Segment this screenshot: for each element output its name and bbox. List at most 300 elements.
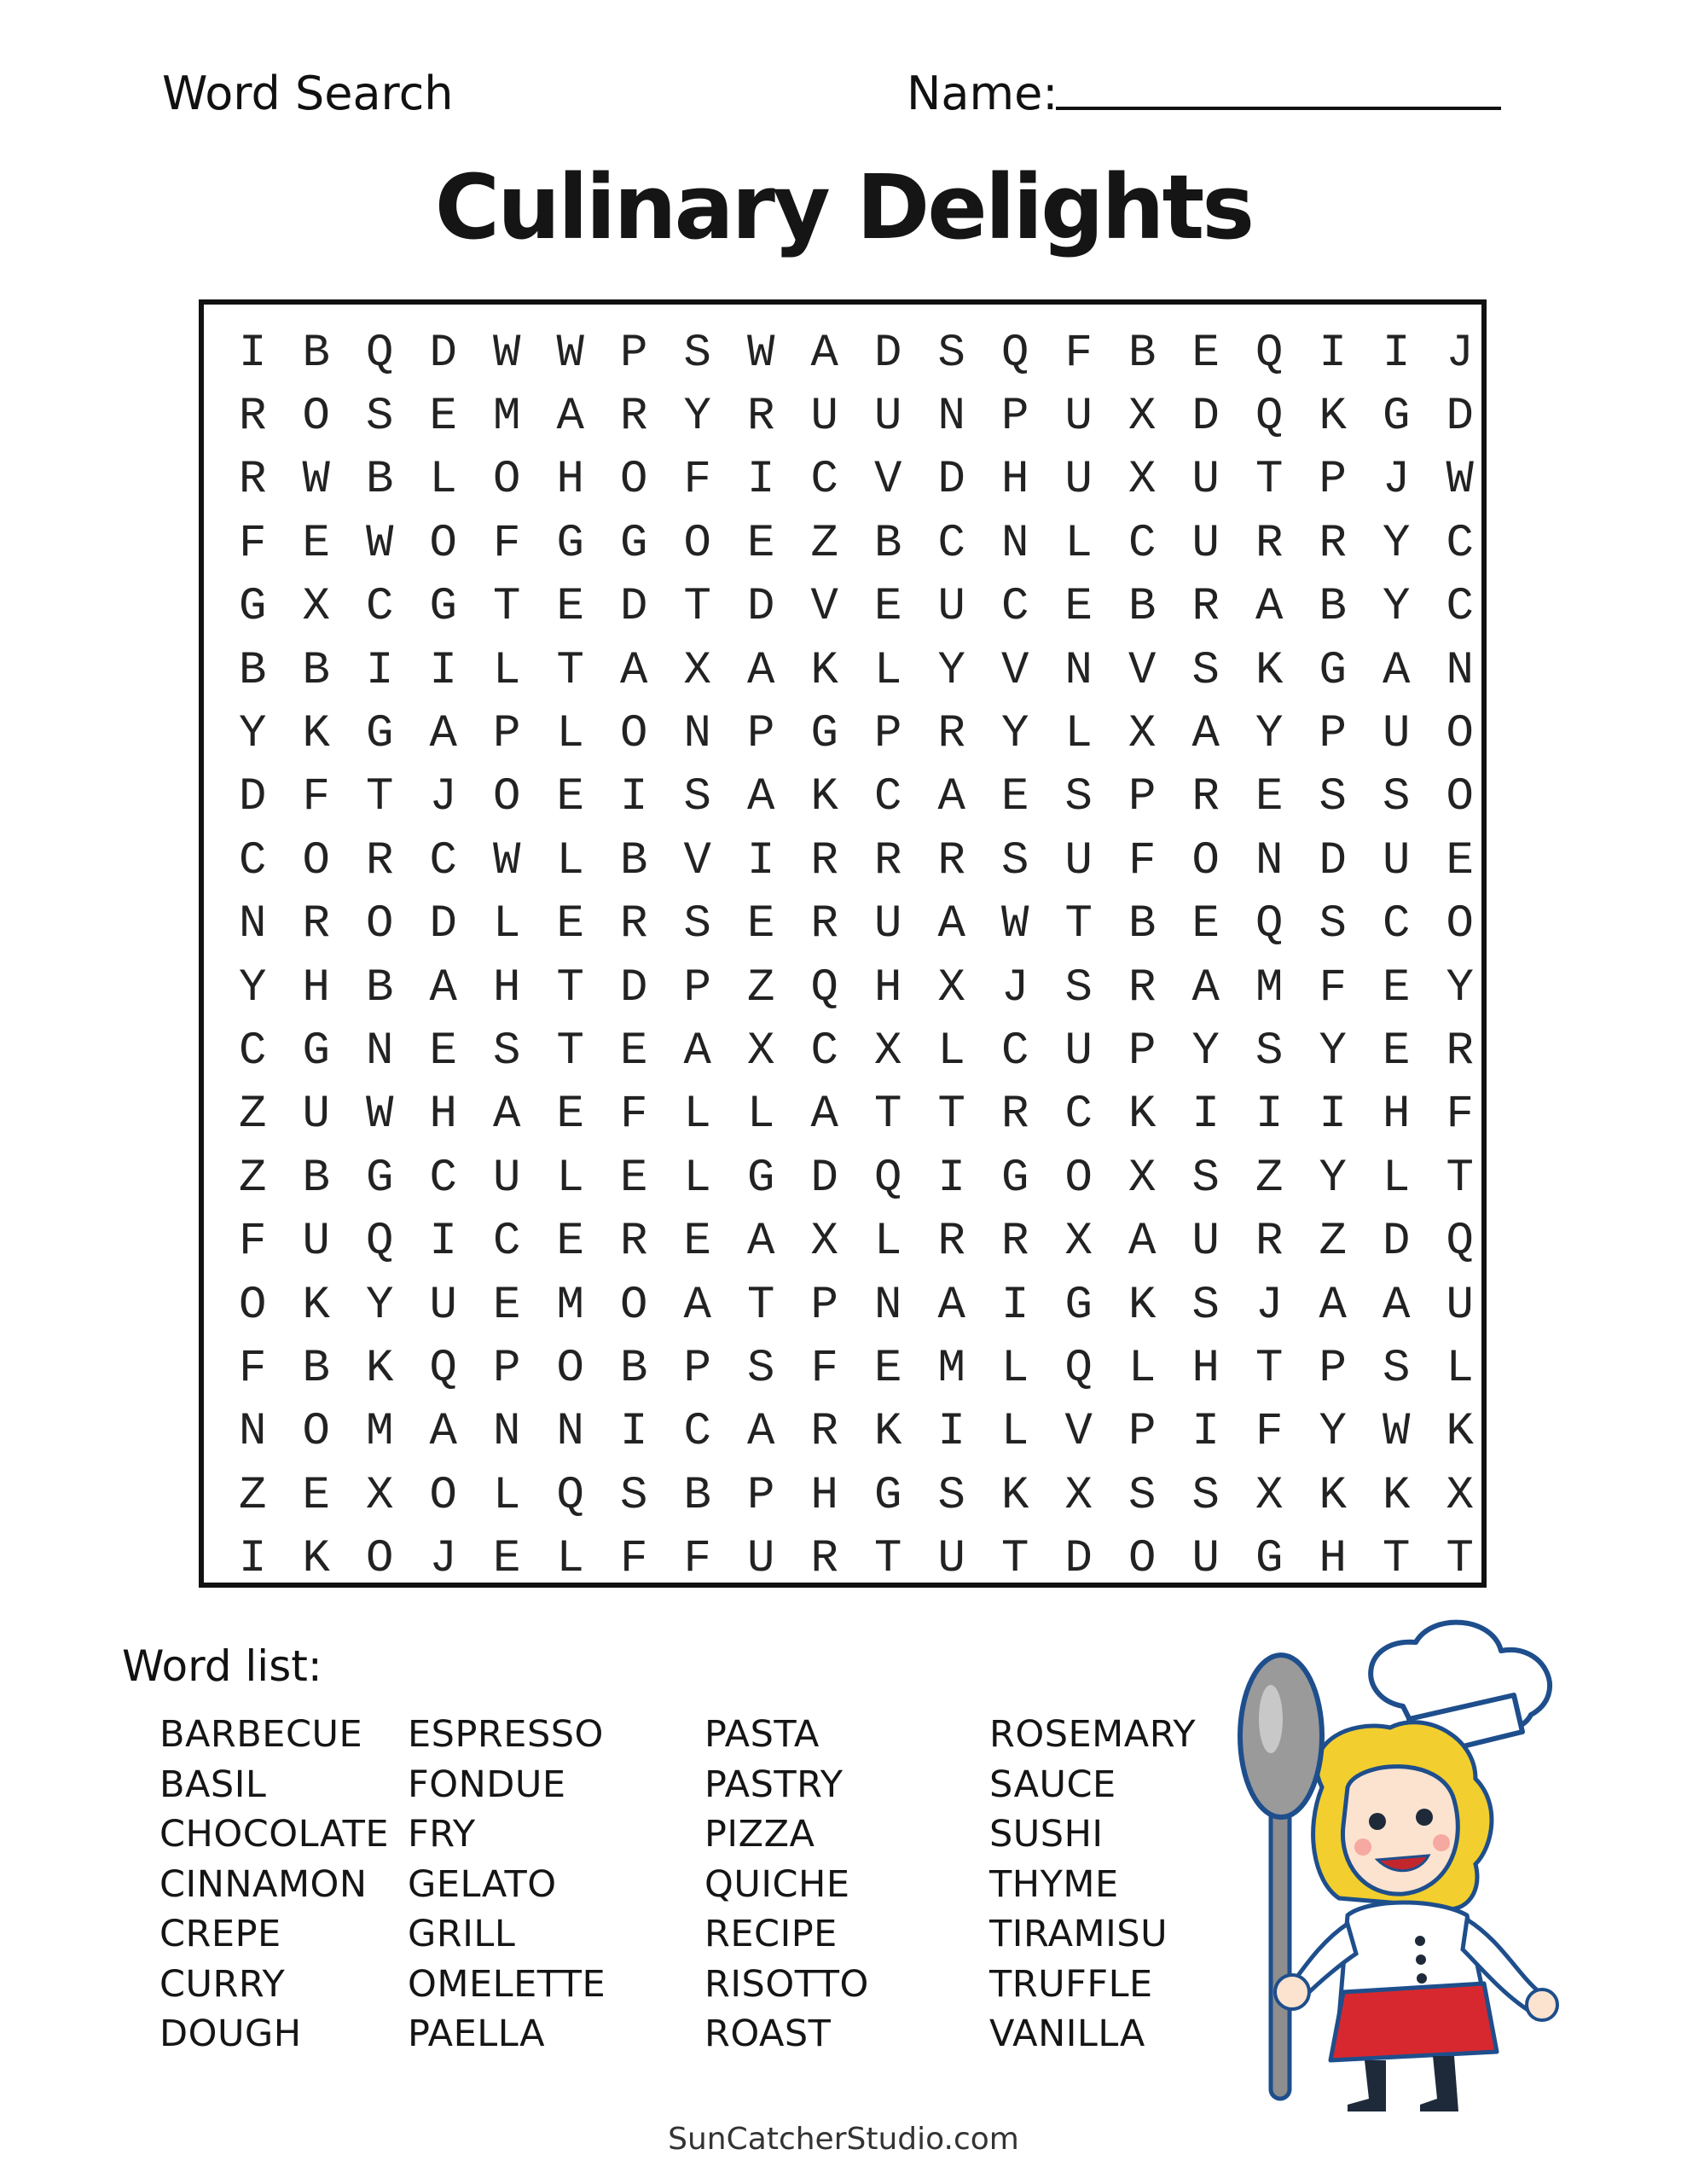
grid-letter: E: [1001, 771, 1029, 824]
grid-letter: U: [1191, 517, 1220, 570]
grid-letter: E: [1255, 771, 1284, 824]
grid-letter: P: [1319, 708, 1347, 761]
grid-letter: C: [810, 1025, 838, 1077]
grid-letter: G: [1383, 391, 1411, 444]
grid-letter: A: [429, 961, 457, 1014]
grid-letter: G: [556, 517, 584, 570]
grid-letter: P: [1128, 771, 1157, 824]
grid-letter: D: [1446, 391, 1474, 444]
grid-letter: O: [302, 391, 330, 444]
grid-letter: K: [302, 708, 330, 761]
grid-letter: A: [1319, 1279, 1347, 1332]
grid-letter: J: [1255, 1279, 1284, 1332]
grid-letter: R: [810, 898, 838, 951]
grid-letter: R: [1191, 581, 1220, 634]
grid-letter: D: [810, 1152, 838, 1205]
grid-letter: W: [1446, 454, 1474, 507]
grid-letter: R: [1128, 961, 1157, 1014]
word-list-column-4: [989, 1710, 1196, 2059]
grid-letter: D: [937, 454, 965, 507]
grid-letter: T: [556, 961, 584, 1014]
grid-letter: K: [302, 1533, 330, 1586]
grid-letter: S: [366, 391, 394, 444]
grid-letter: X: [302, 581, 330, 634]
grid-letter: E: [1064, 581, 1093, 634]
grid-letter: W: [366, 1089, 394, 1141]
grid-letter: A: [429, 708, 457, 761]
grid-letter: P: [747, 1469, 775, 1522]
grid-letter: N: [556, 1406, 584, 1459]
grid-letter: T: [556, 644, 584, 697]
grid-letter: R: [239, 391, 267, 444]
grid-letter: O: [620, 454, 648, 507]
grid-letter: P: [1128, 1025, 1157, 1077]
grid-letter: C: [429, 1152, 457, 1205]
grid-letter: C: [493, 1216, 521, 1269]
grid-letter: L: [874, 1216, 902, 1269]
grid-letter: U: [874, 391, 902, 444]
grid-letter: I: [620, 1406, 648, 1459]
grid-letter: G: [874, 1469, 902, 1522]
grid-letter: F: [239, 517, 267, 570]
grid-letter: U: [937, 1533, 965, 1586]
grid-letter: X: [1446, 1469, 1474, 1522]
grid-letter: L: [556, 708, 584, 761]
grid-letter: T: [747, 1279, 775, 1332]
grid-letter: C: [683, 1406, 711, 1459]
grid-letter: A: [493, 1089, 521, 1141]
grid-letter: L: [556, 834, 584, 887]
grid-letter: B: [302, 327, 330, 380]
grid-letter: R: [1319, 517, 1347, 570]
grid-letter: S: [1064, 961, 1093, 1014]
grid-letter: P: [1319, 454, 1347, 507]
grid-letter: I: [1383, 327, 1411, 380]
grid-letter: A: [429, 1406, 457, 1459]
grid-letter: L: [493, 644, 521, 697]
grid-letter: T: [874, 1533, 902, 1586]
grid-letter: I: [937, 1152, 965, 1205]
grid-letter: L: [1064, 517, 1093, 570]
grid-letter: X: [747, 1025, 775, 1077]
grid-letter: W: [302, 454, 330, 507]
grid-letter: I: [747, 454, 775, 507]
grid-letter: E: [1446, 834, 1474, 887]
grid-letter: R: [620, 898, 648, 951]
grid-letter: F: [239, 1216, 267, 1269]
grid-letter: C: [1446, 517, 1474, 570]
grid-letter: E: [1191, 327, 1220, 380]
grid-letter: G: [302, 1025, 330, 1077]
grid-letter: E: [493, 1279, 521, 1332]
grid-letter: J: [429, 771, 457, 824]
grid-letter: W: [1383, 1406, 1411, 1459]
grid-letter: B: [239, 644, 267, 697]
grid-letter: I: [1255, 1089, 1284, 1141]
grid-letter: U: [1191, 454, 1220, 507]
grid-letter: H: [429, 1089, 457, 1141]
grid-letter: F: [683, 454, 711, 507]
word-list-item: QUICHE: [704, 1862, 850, 1906]
grid-letter: O: [493, 771, 521, 824]
grid-letter: S: [493, 1025, 521, 1077]
word-list-item: DOUGH: [159, 2013, 302, 2055]
grid-letter: Z: [239, 1152, 267, 1205]
grid-letter: L: [493, 898, 521, 951]
grid-letter: C: [810, 454, 838, 507]
grid-letter: E: [556, 898, 584, 951]
grid-letter: O: [1128, 1533, 1157, 1586]
grid-letter: F: [493, 517, 521, 570]
grid-letter: D: [1383, 1216, 1411, 1269]
word-list-item: SAUCE: [989, 1763, 1116, 1806]
grid-letter: D: [620, 961, 648, 1014]
grid-letter: W: [493, 834, 521, 887]
grid-letter: H: [556, 454, 584, 507]
grid-letter: P: [1001, 391, 1029, 444]
grid-letter: S: [937, 1469, 965, 1522]
grid-letter: E: [302, 1469, 330, 1522]
grid-letter: U: [1446, 1279, 1474, 1332]
grid-letter: A: [810, 327, 838, 380]
grid-letter: D: [1191, 391, 1220, 444]
grid-letter: R: [810, 834, 838, 887]
word-list-item: PASTRY: [704, 1763, 844, 1806]
grid-letter: U: [937, 581, 965, 634]
word-list-item: TIRAMISU: [989, 1913, 1168, 1955]
grid-letter: T: [1383, 1533, 1411, 1586]
grid-letter: U: [1383, 708, 1411, 761]
grid-letter: Z: [239, 1089, 267, 1141]
grid-letter: R: [620, 391, 648, 444]
footer-site-credit: SunCatcherStudio.com: [668, 2122, 1019, 2157]
letter-grid: [221, 322, 1474, 1593]
grid-letter: S: [1319, 771, 1347, 824]
name-label: Name:: [907, 67, 1058, 120]
grid-letter: K: [874, 1406, 902, 1459]
grid-letter: D: [1319, 834, 1347, 887]
grid-letter: Y: [239, 708, 267, 761]
grid-letter: S: [1128, 1469, 1157, 1522]
grid-letter: N: [683, 708, 711, 761]
grid-letter: P: [747, 708, 775, 761]
grid-letter: P: [620, 327, 648, 380]
word-list-item: CREPE: [159, 1913, 281, 1955]
grid-letter: R: [874, 834, 902, 887]
grid-letter: P: [493, 708, 521, 761]
grid-letter: A: [937, 1279, 965, 1332]
grid-letter: E: [556, 581, 584, 634]
grid-letter: N: [239, 1406, 267, 1459]
grid-letter: A: [1191, 961, 1220, 1014]
grid-letter: V: [1001, 644, 1029, 697]
grid-letter: U: [1191, 1216, 1220, 1269]
grid-letter: G: [366, 1152, 394, 1205]
grid-letter: S: [620, 1469, 648, 1522]
page-title: Culinary Delights: [434, 155, 1253, 259]
grid-letter: K: [1319, 391, 1347, 444]
grid-letter: W: [556, 327, 584, 380]
grid-letter: I: [620, 771, 648, 824]
grid-letter: E: [620, 1025, 648, 1077]
word-list-column-2: [408, 1710, 606, 2059]
grid-letter: G: [1001, 1152, 1029, 1205]
grid-letter: Q: [366, 1216, 394, 1269]
grid-letter: O: [366, 1533, 394, 1586]
grid-letter: A: [1128, 1216, 1157, 1269]
grid-letter: B: [302, 1152, 330, 1205]
grid-letter: R: [1001, 1216, 1029, 1269]
grid-letter: A: [810, 1089, 838, 1141]
grid-letter: B: [1128, 898, 1157, 951]
grid-letter: L: [1064, 708, 1093, 761]
grid-letter: N: [874, 1279, 902, 1332]
grid-letter: A: [1255, 581, 1284, 634]
grid-letter: Y: [1319, 1152, 1347, 1205]
grid-letter: E: [874, 1342, 902, 1395]
grid-letter: O: [620, 708, 648, 761]
grid-letter: N: [1001, 517, 1029, 570]
grid-letter: B: [1319, 581, 1347, 634]
grid-letter: R: [1446, 1025, 1474, 1077]
grid-letter: I: [747, 834, 775, 887]
grid-letter: F: [683, 1533, 711, 1586]
grid-letter: C: [1128, 517, 1157, 570]
grid-letter: S: [1191, 1152, 1220, 1205]
grid-letter: Y: [1319, 1406, 1347, 1459]
grid-letter: R: [620, 1216, 648, 1269]
grid-letter: I: [937, 1406, 965, 1459]
grid-letter: L: [1128, 1342, 1157, 1395]
grid-letter: R: [747, 391, 775, 444]
word-list-item: BARBECUE: [159, 1713, 363, 1756]
grid-letter: V: [810, 581, 838, 634]
grid-letter: T: [937, 1089, 965, 1141]
grid-letter: Z: [1255, 1152, 1284, 1205]
grid-letter: D: [429, 327, 457, 380]
grid-letter: A: [1383, 644, 1411, 697]
grid-letter: H: [874, 961, 902, 1014]
grid-letter: R: [937, 834, 965, 887]
grid-letter: L: [1001, 1406, 1029, 1459]
grid-letter: F: [1319, 961, 1347, 1014]
grid-letter: O: [239, 1279, 267, 1332]
grid-letter: T: [1064, 898, 1093, 951]
grid-letter: X: [1128, 708, 1157, 761]
grid-letter: B: [683, 1469, 711, 1522]
grid-letter: F: [239, 1342, 267, 1395]
grid-letter: O: [302, 834, 330, 887]
grid-letter: N: [1255, 834, 1284, 887]
grid-letter: E: [620, 1152, 648, 1205]
grid-letter: L: [1446, 1342, 1474, 1395]
grid-letter: R: [366, 834, 394, 887]
grid-letter: R: [937, 708, 965, 761]
grid-letter: N: [1446, 644, 1474, 697]
grid-letter: G: [239, 581, 267, 634]
word-list-item: PASTA: [704, 1713, 820, 1756]
grid-letter: O: [1446, 771, 1474, 824]
grid-letter: U: [1064, 391, 1093, 444]
grid-letter: K: [810, 771, 838, 824]
word-list-item: CURRY: [159, 1962, 286, 2006]
word-list-item: GELATO: [408, 1862, 557, 1906]
grid-letter: R: [1255, 517, 1284, 570]
grid-letter: G: [366, 708, 394, 761]
grid-letter: A: [937, 898, 965, 951]
grid-letter: U: [302, 1216, 330, 1269]
grid-letter: Y: [1001, 708, 1029, 761]
grid-letter: G: [747, 1152, 775, 1205]
grid-letter: P: [810, 1279, 838, 1332]
grid-letter: O: [1446, 898, 1474, 951]
grid-letter: B: [302, 644, 330, 697]
word-list-item: SUSHI: [989, 1813, 1104, 1856]
grid-letter: D: [620, 581, 648, 634]
grid-letter: L: [683, 1089, 711, 1141]
grid-letter: C: [874, 771, 902, 824]
grid-letter: O: [302, 1406, 330, 1459]
grid-letter: G: [1064, 1279, 1093, 1332]
grid-letter: L: [429, 454, 457, 507]
grid-letter: K: [302, 1279, 330, 1332]
word-list-item: FRY: [408, 1813, 476, 1856]
grid-letter: J: [1383, 454, 1411, 507]
grid-letter: Y: [683, 391, 711, 444]
grid-letter: Y: [1383, 581, 1411, 634]
grid-letter: E: [874, 581, 902, 634]
grid-letter: S: [683, 898, 711, 951]
grid-letter: Z: [1319, 1216, 1347, 1269]
grid-letter: A: [747, 1216, 775, 1269]
grid-letter: X: [1128, 454, 1157, 507]
word-list-item: OMELETTE: [408, 1962, 606, 2006]
grid-letter: M: [556, 1279, 584, 1332]
grid-letter: T: [1446, 1152, 1474, 1205]
grid-letter: L: [747, 1089, 775, 1141]
grid-letter: C: [239, 834, 267, 887]
grid-letter: T: [683, 581, 711, 634]
grid-letter: S: [1064, 771, 1093, 824]
grid-letter: E: [1383, 961, 1411, 1014]
grid-letter: L: [1383, 1152, 1411, 1205]
grid-letter: C: [1383, 898, 1411, 951]
grid-letter: X: [1128, 1152, 1157, 1205]
grid-letter: C: [366, 581, 394, 634]
grid-letter: O: [493, 454, 521, 507]
grid-letter: T: [1001, 1533, 1029, 1586]
grid-letter: D: [747, 581, 775, 634]
grid-letter: U: [1064, 454, 1093, 507]
grid-letter: O: [620, 1279, 648, 1332]
grid-letter: E: [556, 1216, 584, 1269]
word-list-item: RISOTTO: [704, 1962, 869, 2006]
grid-letter: H: [302, 961, 330, 1014]
grid-letter: O: [683, 517, 711, 570]
grid-letter: J: [1001, 961, 1029, 1014]
chef-with-spoon-icon: [1220, 1617, 1595, 2111]
grid-letter: O: [429, 517, 457, 570]
grid-letter: P: [1128, 1406, 1157, 1459]
grid-letter: G: [429, 581, 457, 634]
grid-letter: K: [1128, 1279, 1157, 1332]
grid-letter: F: [302, 771, 330, 824]
word-list-item: GRILL: [408, 1913, 516, 1955]
grid-letter: T: [556, 1025, 584, 1077]
grid-letter: I: [1319, 1089, 1347, 1141]
grid-letter: A: [747, 771, 775, 824]
grid-letter: X: [810, 1216, 838, 1269]
grid-letter: F: [1446, 1089, 1474, 1141]
grid-letter: R: [1255, 1216, 1284, 1269]
grid-letter: S: [1001, 834, 1029, 887]
grid-letter: B: [1128, 327, 1157, 380]
grid-letter: E: [1191, 898, 1220, 951]
word-list-item: ROSEMARY: [989, 1713, 1197, 1756]
grid-letter: U: [1383, 834, 1411, 887]
grid-letter: B: [874, 517, 902, 570]
grid-letter: K: [810, 644, 838, 697]
word-list-column-1: [159, 1710, 389, 2059]
grid-letter: C: [429, 834, 457, 887]
grid-letter: I: [429, 1216, 457, 1269]
grid-letter: X: [874, 1025, 902, 1077]
word-list-column-3: [704, 1710, 869, 2059]
grid-letter: G: [1319, 644, 1347, 697]
grid-letter: F: [620, 1089, 648, 1141]
grid-letter: C: [1001, 581, 1029, 634]
grid-letter: K: [1446, 1406, 1474, 1459]
grid-letter: F: [810, 1342, 838, 1395]
name-blank-line: [1056, 107, 1501, 110]
grid-letter: X: [1128, 391, 1157, 444]
grid-letter: H: [1383, 1089, 1411, 1141]
grid-letter: Y: [1319, 1025, 1347, 1077]
grid-letter: S: [1191, 644, 1220, 697]
word-list-item: BASIL: [159, 1763, 267, 1806]
grid-letter: O: [1064, 1152, 1093, 1205]
grid-letter: H: [1191, 1342, 1220, 1395]
grid-letter: M: [366, 1406, 394, 1459]
grid-letter: Y: [366, 1279, 394, 1332]
grid-letter: I: [429, 644, 457, 697]
grid-letter: S: [1255, 1025, 1284, 1077]
grid-letter: U: [1064, 1025, 1093, 1077]
grid-letter: X: [937, 961, 965, 1014]
grid-letter: B: [366, 961, 394, 1014]
grid-letter: T: [874, 1089, 902, 1141]
grid-letter: H: [810, 1469, 838, 1522]
grid-letter: Q: [366, 327, 394, 380]
grid-letter: C: [239, 1025, 267, 1077]
grid-letter: I: [239, 1533, 267, 1586]
grid-letter: S: [1191, 1469, 1220, 1522]
grid-letter: R: [810, 1533, 838, 1586]
grid-letter: Y: [937, 644, 965, 697]
grid-letter: Q: [1446, 1216, 1474, 1269]
word-list-item: CHOCOLATE: [159, 1813, 390, 1856]
grid-letter: X: [1064, 1469, 1093, 1522]
grid-letter: L: [556, 1152, 584, 1205]
grid-letter: Y: [1383, 517, 1411, 570]
grid-letter: S: [683, 327, 711, 380]
grid-letter: S: [1319, 898, 1347, 951]
grid-letter: P: [493, 1342, 521, 1395]
grid-letter: V: [683, 834, 711, 887]
grid-letter: T: [1446, 1533, 1474, 1586]
grid-letter: T: [1255, 454, 1284, 507]
grid-letter: Q: [1001, 327, 1029, 380]
